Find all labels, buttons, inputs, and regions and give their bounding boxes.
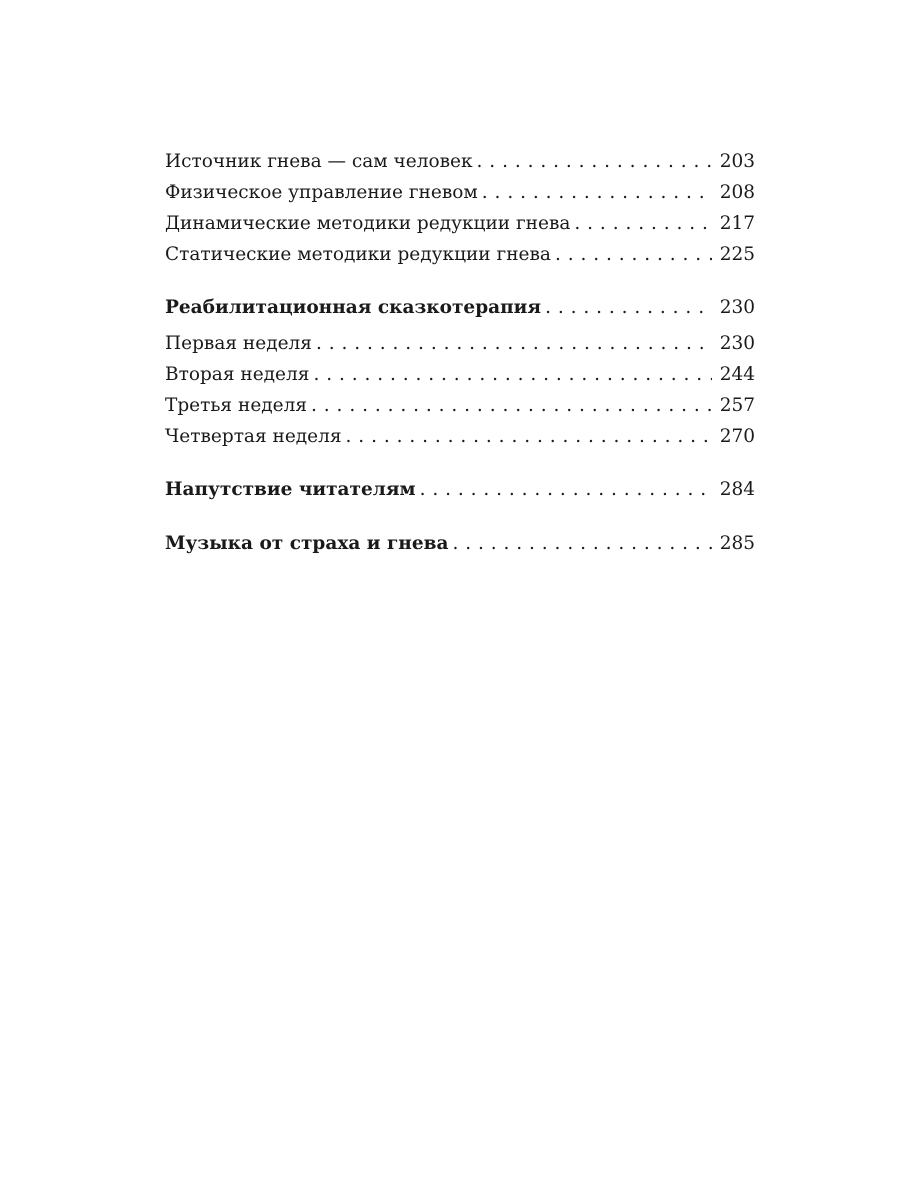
toc-chapter-entry[interactable]	[165, 470, 755, 510]
toc-entry[interactable]	[165, 177, 755, 208]
toc-leader-dots	[312, 328, 712, 359]
toc-entry-page: 203	[719, 151, 755, 172]
toc-leader-dots	[473, 146, 712, 177]
toc-entry[interactable]	[165, 328, 755, 359]
toc-entry-page: 217	[719, 213, 755, 234]
toc-entry-title: Первая неделя	[165, 333, 312, 354]
toc-entry[interactable]	[165, 421, 755, 452]
toc-chapter-title: Музыка от страха и гнева	[165, 533, 449, 554]
toc-chapter-music	[165, 524, 755, 564]
toc-entry-title: Источник гнева — сам человек	[165, 151, 473, 172]
toc-entry[interactable]	[165, 146, 755, 177]
toc-entry-page: 257	[719, 395, 755, 416]
toc-entry[interactable]	[165, 208, 755, 239]
toc-leader-dots	[541, 288, 712, 328]
toc-entry-page: 230	[719, 333, 755, 354]
toc-chapter-page: 285	[719, 533, 755, 554]
toc-entry-title: Динамические методики редукции гнева	[165, 213, 571, 234]
toc-entry-title: Статические методики редукции гнева	[165, 244, 551, 265]
toc-chapter-entry[interactable]	[165, 524, 755, 564]
toc-chapter-title: Напутствие читателям	[165, 479, 416, 500]
toc-entry[interactable]	[165, 359, 755, 390]
toc-entry[interactable]	[165, 390, 755, 421]
toc-entry-title: Четвертая неделя	[165, 426, 342, 447]
toc-chapter-page: 284	[719, 479, 755, 500]
toc-chapter-entry[interactable]	[165, 288, 755, 328]
toc-entry-title: Физическое управление гневом	[165, 182, 478, 203]
toc-chapter-fairytale-therapy	[165, 288, 755, 328]
toc-entry-page: 270	[719, 426, 755, 447]
toc-leader-dots	[478, 177, 712, 208]
toc-entry-title: Третья неделя	[165, 395, 308, 416]
toc-leader-dots	[416, 470, 712, 510]
toc-leader-dots	[551, 239, 712, 270]
toc-chapter-afterword	[165, 470, 755, 510]
toc-entry-title: Вторая неделя	[165, 364, 310, 385]
toc-section-weeks	[165, 328, 755, 452]
toc-chapter-page: 230	[719, 297, 755, 318]
toc-section-anger-methods	[165, 146, 755, 270]
toc-spacer	[165, 510, 755, 524]
toc-leader-dots	[307, 390, 712, 421]
toc-entry-page: 208	[719, 182, 755, 203]
toc-entry-page: 225	[719, 244, 755, 265]
toc-leader-dots	[570, 208, 711, 239]
table-of-contents	[165, 146, 755, 564]
toc-chapter-title: Реабилитационная сказкотерапия	[165, 297, 542, 318]
toc-leader-dots	[309, 359, 711, 390]
toc-entry[interactable]	[165, 239, 755, 270]
toc-leader-dots	[342, 421, 712, 452]
toc-entry-page: 244	[719, 364, 755, 385]
toc-leader-dots	[448, 524, 711, 564]
